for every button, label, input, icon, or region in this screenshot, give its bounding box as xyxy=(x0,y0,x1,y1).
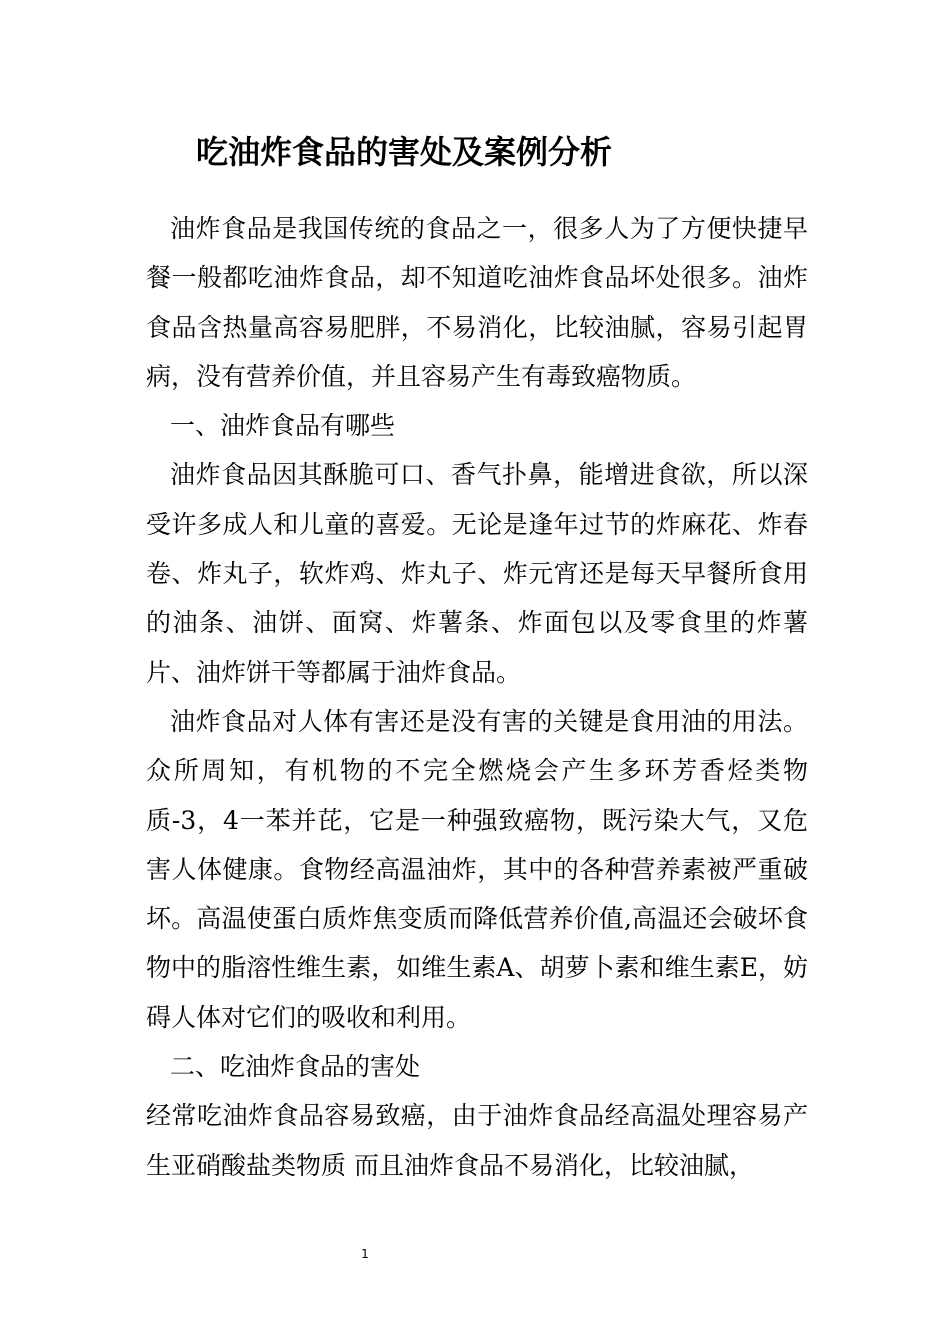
paragraph-oil-usage: 油炸食品对人体有害还是没有害的关键是食用油的用法。众所周知，有机物的不完全燃烧会产生多环芳香烃类物质-3，4一苯并芘，它是一种强致癌物，既污染大气，又危害人体健康。食物经高温油炸，其中的各种营养素被严重破坏。高温使蛋白质炸焦变质而降低营养价值,高温还会破坏食物中的脂溶性维生素，如维生素A、胡萝卜素和维生素E，妨碍人体对它们的吸收和利用。 xyxy=(146,706,808,1032)
paragraph-types: 油炸食品因其酥脆可口、香气扑鼻，能增进食欲，所以深受许多成人和儿童的喜爱。无论是逢年过节的炸麻花、炸春卷、炸丸子，软炸鸡、炸丸子、炸元宵还是每天早餐所食用的油条、油饼、面窝、炸薯条、炸面包以及零食里的炸薯片、油炸饼干等都属于油炸食品。 xyxy=(146,460,808,687)
paragraph-harm: 经常吃油炸食品容易致癌，由于油炸食品经高温处理容易产生亚硝酸盐类物质 而且油炸食品不易消化，比较油腻， xyxy=(146,1101,808,1180)
document-title: 吃油炸食品的害处及案例分析 xyxy=(196,133,613,171)
section-heading-2: 二、吃油炸食品的害处 xyxy=(170,1052,421,1082)
document-body xyxy=(146,204,808,1190)
paragraph-intro: 油炸食品是我国传统的食品之一，很多人为了方便快捷早餐一般都吃油炸食品，却不知道吃油炸食品坏处很多。油炸食品含热量高容易肥胖，不易消化，比较油腻，容易引起胃病，没有营养价值，并且容易产生有毒致癌物质。 xyxy=(146,214,808,391)
section-heading-1: 一、油炸食品有哪些 xyxy=(170,411,396,441)
page-number: 1 xyxy=(361,1247,369,1261)
